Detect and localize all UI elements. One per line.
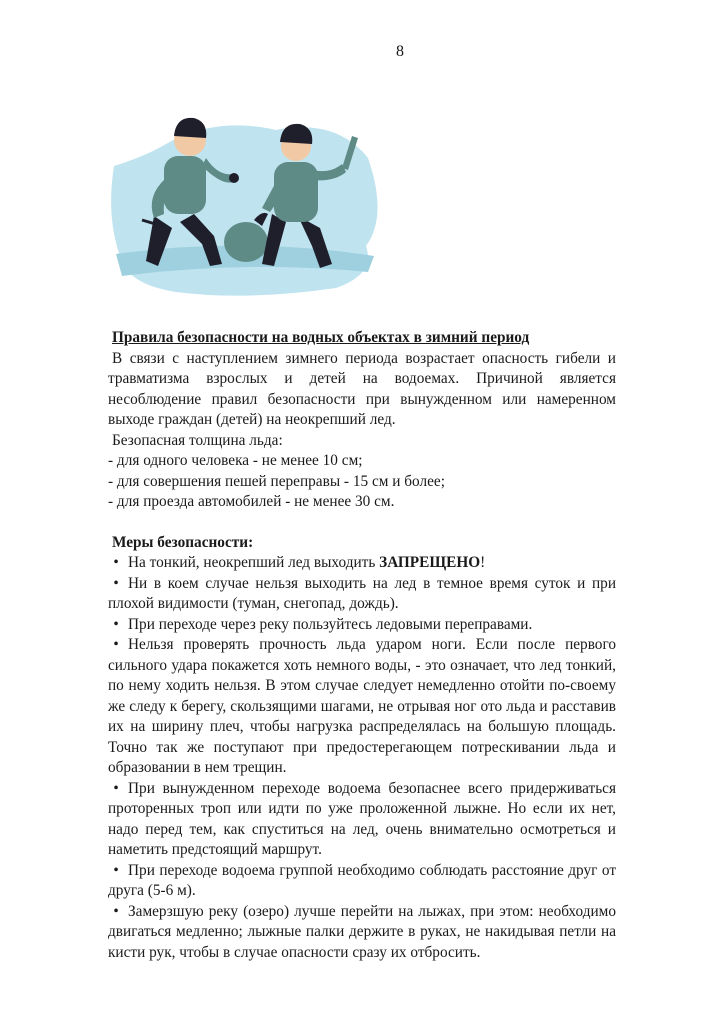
item-text: При переходе через реку пользуйтесь ледовыми переправами. (128, 615, 533, 633)
bullet-icon: • (113, 554, 119, 571)
money-sack-icon (224, 222, 268, 262)
list-item (108, 574, 616, 615)
bullet-icon: • (113, 636, 119, 653)
section-title: Правила безопасности на водных объектах в зимний период (112, 329, 530, 346)
thickness-title: Безопасная толщина льда: (112, 431, 283, 449)
measures-title: Меры безопасности: (112, 533, 254, 551)
thieves-illustration (106, 96, 386, 306)
bullet-icon: • (113, 615, 119, 633)
intro-text: В связи с наступлением зимнего периода возрастает опасность гибели и травматизма взрослых и детей на водоемах. Причиной является несоблюдение правил безопасности при вынужденном или намеренном выходе граждан (детей) на неокрепший лед. (108, 349, 616, 428)
page-number: 8 (396, 43, 404, 60)
list-item (108, 615, 616, 636)
item-text: Нельзя проверять прочность льда ударом ноги. Если после первого сильного удара покажется хоть немного воды, - это означает, что лед тонкий, по нему ходить нельзя. В этом случае следует немедленно отойти по-своему же следу к берегу, скользящими шагами, не отрывая ног ото льда и расставив их на ширину плеч, чтобы нагрузка распределялась на большую площадь. Точно так же поступают при предостерегающем потрескивании льда и образовании в нем трещин. (108, 636, 616, 776)
item-text: При вынужденном переходе водоема безопаснее всего придерживаться проторенных троп или идти по уже проложенной лыжне. Но если их нет, надо перед тем, как спуститься на лед, очень внимательно осмотреться и наметить предстоящий маршрут. (108, 779, 616, 858)
bullet-icon: • (113, 861, 119, 879)
list-item (108, 553, 616, 574)
measures-list (108, 553, 616, 963)
item-text: Замерзшую реку (озеро) лучше перейти на лыжах, при этом: необходимо двигаться медленно; лыжные палки держите в руках, не накидывая петли на кисти рук, чтобы в случае опасности сразу их отбросить. (108, 902, 616, 961)
bullet-icon: • (113, 574, 119, 592)
thickness-item: - для одного человека - не менее 10 см; (108, 452, 363, 469)
bullet-icon: • (113, 779, 119, 797)
intro-paragraph (108, 349, 616, 431)
list-item (108, 902, 616, 964)
forbidden-word: ЗАПРЕЩЕНО (379, 554, 481, 571)
item-text: ! (480, 554, 486, 571)
thickness-item: - для совершения пешей переправы - 15 см и более; (108, 472, 445, 490)
item-text: Ни в коем случае нельзя выходить на лед в темное время суток и при плохой видимости (туман, снегопад, дождь). (108, 574, 616, 612)
document-body (108, 328, 616, 963)
item-text: На тонкий, неокрепший лед выходить (128, 554, 380, 571)
list-item (108, 635, 616, 779)
item-text: При переходе водоема группой необходимо соблюдать расстояние друг от друга (5-6 м). (108, 861, 616, 899)
list-item (108, 779, 616, 861)
list-item (108, 861, 616, 902)
thickness-item: - для проезда автомобилей - не менее 30 см. (108, 493, 395, 510)
bullet-icon: • (113, 902, 119, 920)
